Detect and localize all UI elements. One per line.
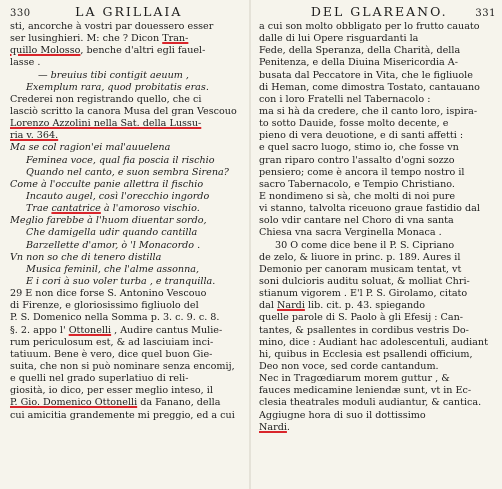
text-line: quillo Molosso, benche d'altri egli fauel-: [10, 45, 206, 57]
text-line: sacro Tabernacolo, e Tempio Christiano.: [259, 178, 455, 190]
text-line: Quando nel canto, e suon sembra Sirena?: [26, 166, 229, 178]
text-line: fauces medicamine leniendæ sunt, vt in Ec-: [259, 385, 472, 397]
text-line: P. Gio. Domenico Ottonelli da Fanano, della: [10, 397, 221, 409]
text-line: Nec in Tragœdiarum morem guttur , &: [259, 373, 450, 385]
running-title: LA GRILLAIA: [75, 4, 183, 19]
text-line: Demonio per canoram musicam tentat, vt: [259, 263, 462, 275]
text-line: Ma se col ragion'ei mal'auuelena: [10, 142, 171, 154]
text-line: a cui son molto obbligato per lo frutto cauato: [259, 21, 480, 32]
text-line: soni dulcioris auditu soluat, & molliat Chri-: [259, 275, 470, 287]
text-line: dal Nardi lib. cit. p. 43. spiegando: [259, 300, 426, 312]
text-line: Chiesa vna sacra Verginella Monaca .: [259, 227, 442, 239]
text-line: quelle parole di S. Paolo à gli Efesij : Can-: [259, 312, 463, 324]
text-line: E nondimeno si sà, che molti di noi pure: [259, 190, 456, 202]
text-line: [10, 118, 245, 130]
text-line: Nardi.: [259, 421, 290, 433]
text-line: di Firenze, e gloriosissimo figliuolo del: [10, 300, 199, 312]
text-line: E i cori à suo voler turba , e tranquilla.: [26, 275, 216, 287]
right-page: [251, 0, 502, 489]
text-line: Crederei non registrando quello, che ci: [10, 93, 202, 105]
left-page-text: [10, 21, 245, 422]
text-line: Penitenza, e della Diuina Misericordia A-: [259, 57, 458, 69]
text-line: Vn non so che di tenero distilla: [10, 251, 162, 263]
page-number: 331: [475, 8, 496, 19]
underlined-phrase: quillo Molosso: [10, 45, 81, 57]
text-line: [10, 130, 245, 142]
underlined-phrase: Nardi: [259, 421, 287, 433]
text-line: ma si hà da credere, che il canto loro, ispira-: [259, 105, 478, 117]
left-page: [0, 0, 250, 489]
text-line: clesia theatrales moduli audiantur, & cantica.: [259, 397, 482, 409]
underlined-phrase: Ottonelli: [68, 324, 112, 336]
text-line: Fede, della Speranza, della Charità, della: [259, 45, 461, 57]
text-line: Deo non voce, sed corde cantandum.: [259, 360, 439, 372]
underlined-phrase: Tran-: [162, 33, 189, 45]
right-page-header: [259, 4, 496, 19]
text-line: Exemplum rara, quod probitatis eras.: [26, 81, 209, 93]
underlined-phrase: ria v. 364.: [10, 130, 59, 142]
underlined-phrase: Lorenzo Azzolini nella Sat. della Lussu-: [10, 118, 202, 130]
text-line: pieno di vera deuotione, e di santi affetti :: [259, 130, 464, 142]
text-line: gran riparo contro l'assalto d'ogni sozzo: [259, 154, 455, 166]
text-line: vi stanno, talvolta riceuono graue fastidio dal: [259, 203, 480, 215]
text-line: Aggiugne hora di suo il dottissimo: [259, 409, 426, 421]
text-line: Come à l'occulte panie allettra il fischio: [10, 178, 204, 190]
text-line: pensiero; come è ancora il tempo nostro il: [259, 166, 465, 178]
text-line: mino, dice : Audiant hac adolescentuli, audiant: [259, 336, 488, 348]
text-line: Musica feminil, che l'alme assonna,: [26, 263, 200, 275]
text-line: suita, che non si può nominare senza encomij,: [10, 360, 235, 372]
text-line: — breuius tibi contigit aeuum ,: [38, 69, 189, 81]
text-line: hi, quibus in Ecclesia est psallendi officium,: [259, 348, 473, 360]
underlined-phrase: P. Gio. Domenico Ottonelli: [10, 397, 138, 409]
page-number: 330: [10, 8, 31, 19]
text-line: §. 2. appo l' Ottonelli , Audire cantus Mulie-: [10, 324, 223, 336]
text-line: ser lusinghieri. M: che ? Dicon Tran-: [10, 33, 189, 45]
underlined-phrase: cantatrice: [51, 203, 101, 215]
text-line: sti, ancorche à vostri par douessero esser: [10, 21, 214, 32]
text-line: 30 O come dice bene il P. S. Cipriano: [275, 239, 455, 251]
right-page-text: [259, 21, 496, 434]
text-line: cui amicitia grandemente mi preggio, ed a cui: [10, 409, 235, 421]
text-line: lasciò scritto la canora Musa del gran Vescouo: [10, 105, 237, 117]
text-line: e quelli nel grado superlatiuo di reli-: [10, 373, 189, 385]
text-line: tantes, & psallentes in cordibus vestris Do-: [259, 324, 469, 336]
text-line: solo vdir cantare nel Choro di vna santa: [259, 215, 454, 227]
text-line: Meglio farebbe à l'huom diuentar sordo,: [10, 215, 207, 227]
text-line: con i loro Fratelli nel Tabernacolo :: [259, 93, 431, 105]
text-line: tatiuum. Bene è vero, dice quel buon Gie-: [10, 348, 213, 360]
text-line: e quel sacro luogo, stimo io, che fosse vn: [259, 142, 459, 154]
text-line: Incauto augel, così l'orecchio ingordo: [26, 190, 210, 202]
left-page-header: [10, 4, 245, 19]
text-line: giosità, io dico, per esser meglio inteso, il: [10, 385, 213, 397]
text-line: to sotto Dauide, fosse molto decente, e: [259, 118, 449, 130]
text-line: di Heman, come dimostra Tostato, cantauano: [259, 81, 480, 93]
underlined-phrase: Nardi: [276, 300, 305, 312]
text-line: 29 E non dice forse S. Antonino Vescouo: [10, 288, 207, 300]
text-line: Trae cantatrice à l'amoroso vischio.: [26, 203, 200, 215]
text-line: rum periculosum est, & ad lasciuiam inci-: [10, 336, 214, 348]
text-line: Che damigella udir quando cantilla: [26, 227, 198, 239]
text-line: busata dal Peccatore in Vita, che le figliuole: [259, 69, 473, 81]
text-line: Feminea voce, qual fia poscia il rischio: [26, 154, 215, 166]
text-line: lasse .: [10, 57, 41, 69]
text-line: P. S. Domenico nella Somma p. 3. c. 9. c. 8.: [10, 312, 220, 324]
text-line: de zelo, & liuore in princ. p. 189. Aures il: [259, 251, 461, 263]
text-line: stianum vigorem . E'l P. S. Girolamo, citato: [259, 288, 468, 300]
text-line: Barzellette d'amor, ò 'l Monacordo .: [26, 239, 201, 251]
text-line: dalle di lui Opere risguardanti la: [259, 33, 419, 45]
running-title: DEL GLAREANO.: [310, 4, 448, 19]
